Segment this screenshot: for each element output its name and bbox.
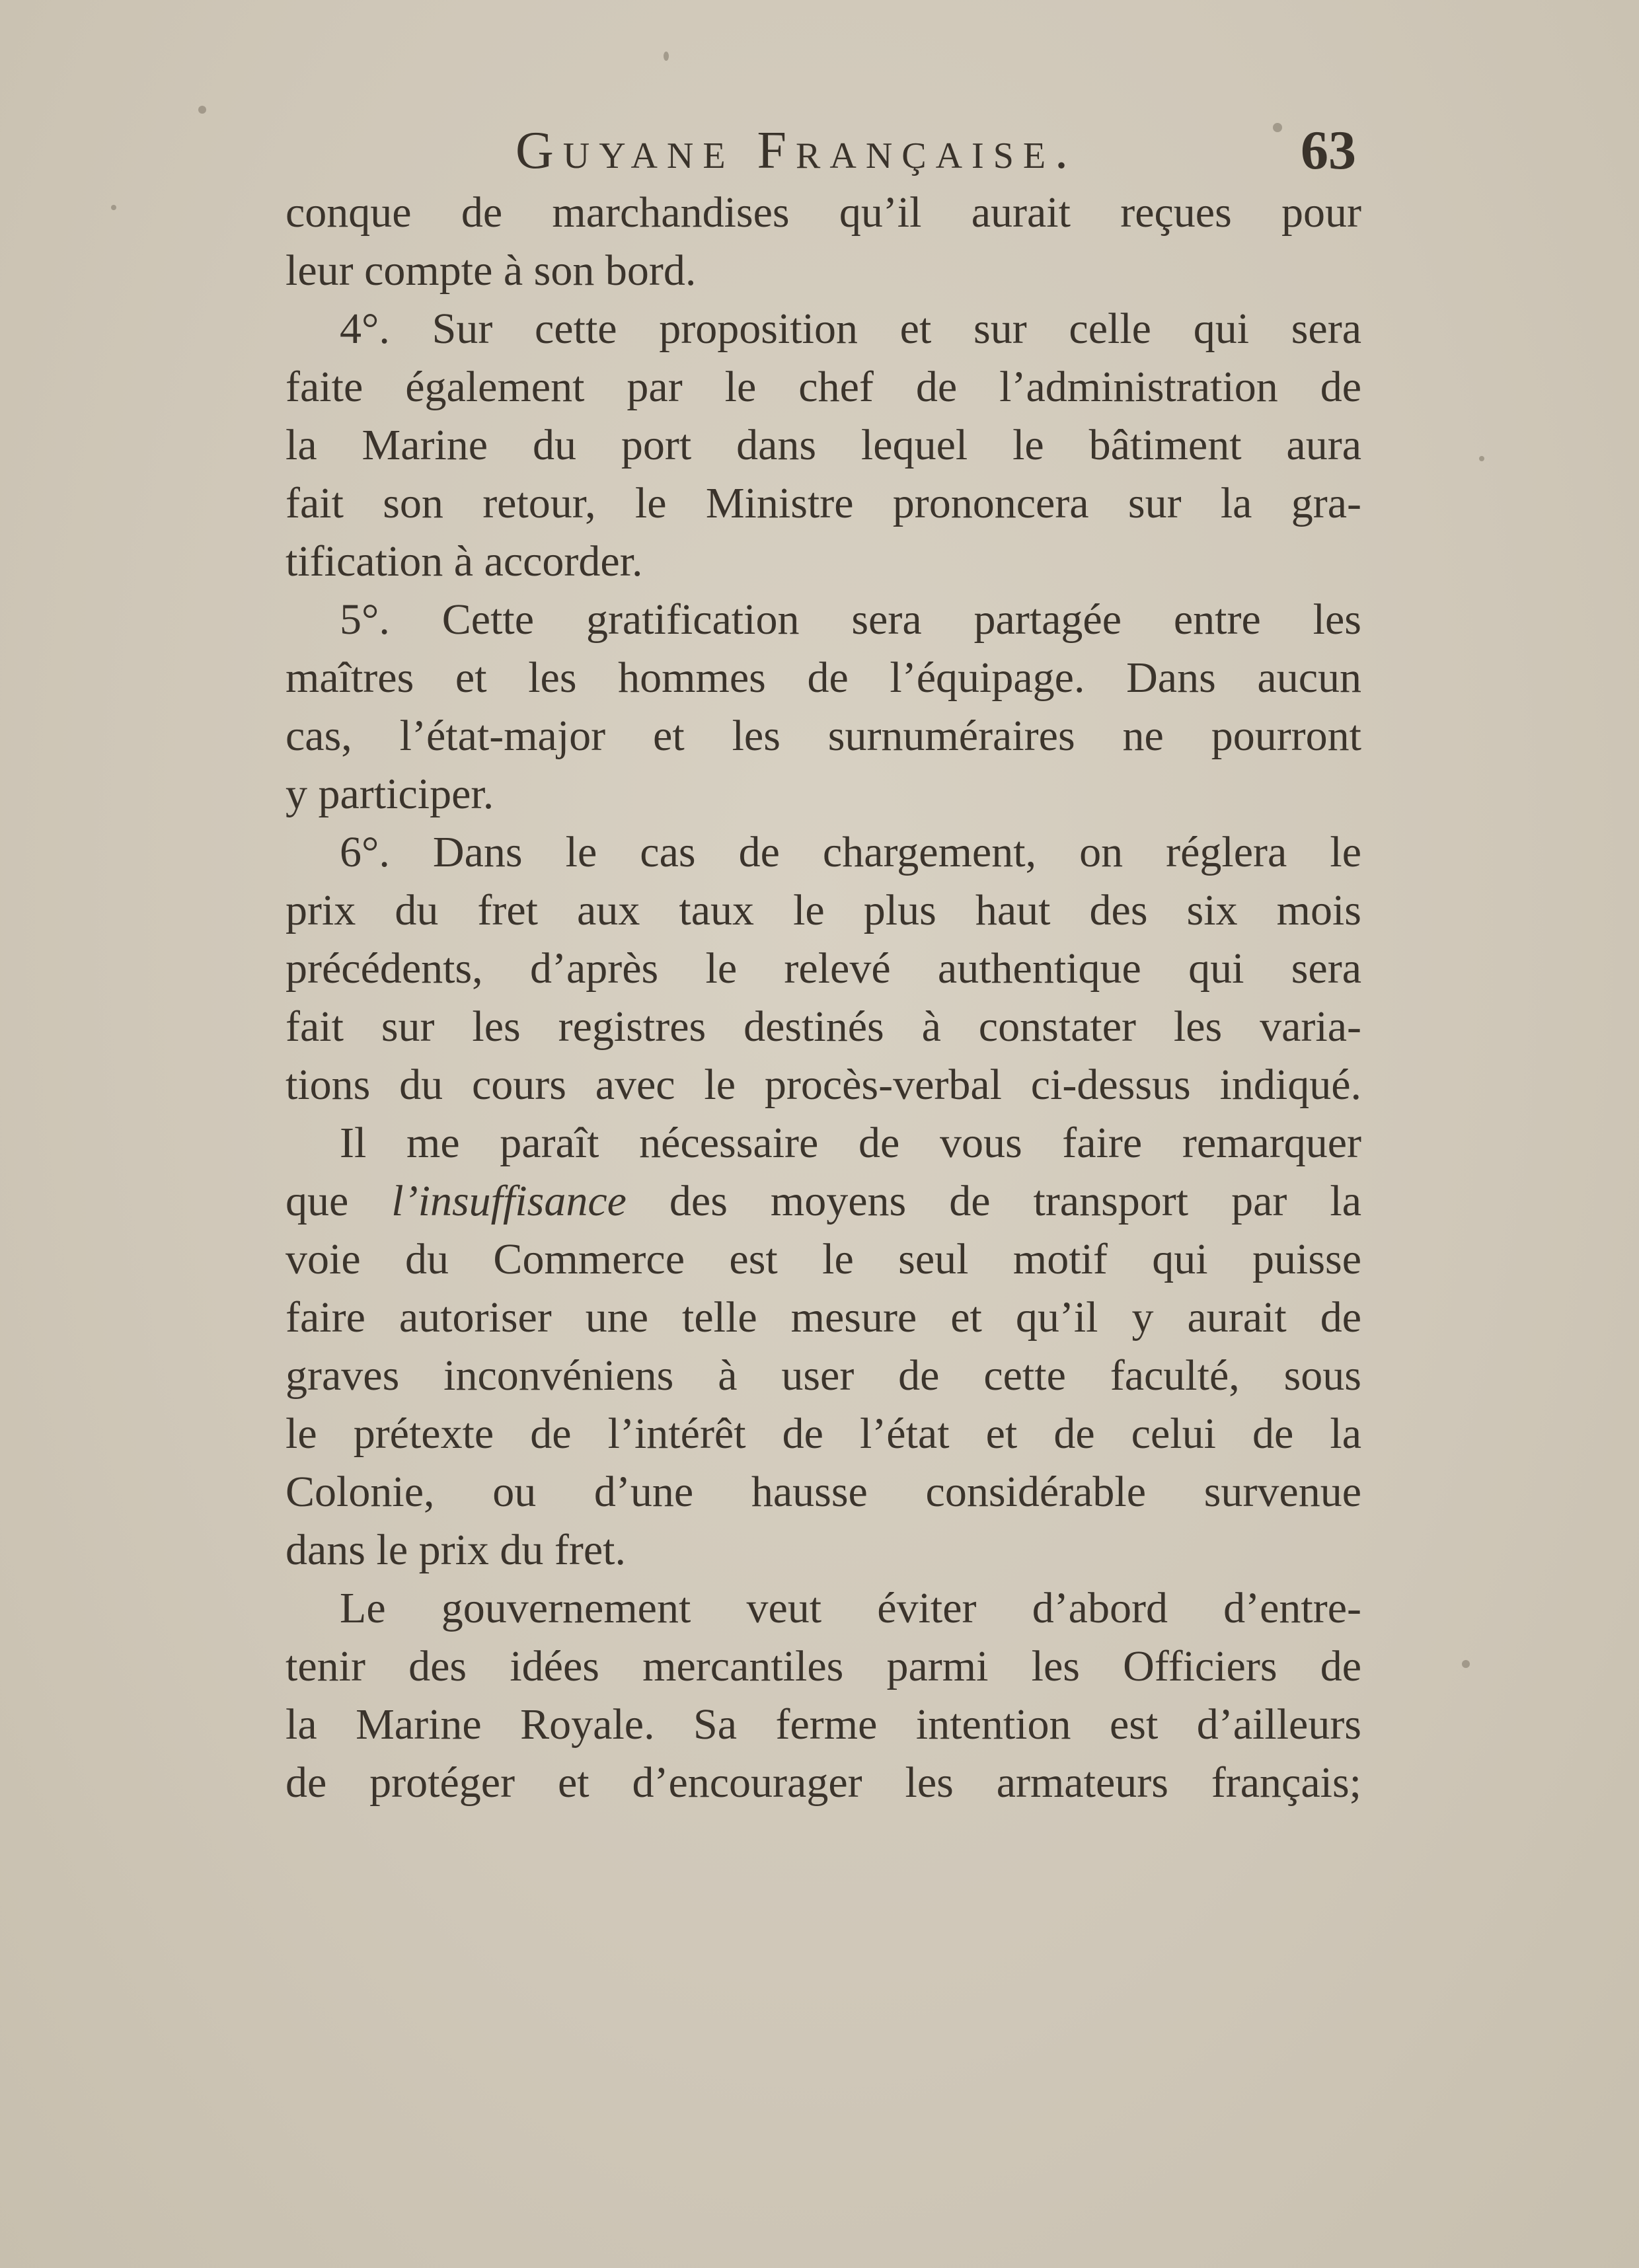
text-line: faire autoriser une telle mesure et qu’il y aurait de bbox=[286, 1293, 1361, 1342]
text-line: Le gouvernement veut éviter d’abord d’entre- bbox=[340, 1584, 1361, 1632]
text-line: tenir des idées mercantiles parmi les Officiers de bbox=[286, 1642, 1361, 1690]
text-line: voie du Commerce est le seul motif qui puisse bbox=[286, 1235, 1361, 1283]
text-line: le prétexte de l’intérêt de l’état et de celui de la bbox=[286, 1410, 1361, 1458]
text-line: 4°. Sur cette proposition et sur celle qui sera bbox=[340, 305, 1361, 353]
text-line: Colonie, ou d’une hausse considérable survenue bbox=[286, 1468, 1361, 1516]
text-segment: que bbox=[286, 1177, 349, 1225]
paper-speck bbox=[664, 52, 669, 61]
text-line: fait son retour, le Ministre prononcera sur la gra- bbox=[286, 479, 1361, 527]
text-line: faite également par le chef de l’administration de bbox=[286, 363, 1361, 411]
text-line: de protéger et d’encourager les armateurs français; bbox=[286, 1758, 1361, 1807]
text-line: graves inconvéniens à user de cette faculté, sous bbox=[286, 1351, 1361, 1400]
italic-term: l’insuffisance bbox=[391, 1177, 627, 1225]
running-title: Guyane Française. bbox=[515, 122, 1078, 180]
paper-speck bbox=[1479, 456, 1484, 461]
paper-speck bbox=[111, 205, 116, 210]
text-line: fait sur les registres destinés à constater les varia- bbox=[286, 1002, 1361, 1051]
text-line: 6°. Dans le cas de chargement, on réglera le bbox=[340, 828, 1361, 876]
text-line: cas, l’état-major et les surnuméraires ne pourront bbox=[286, 712, 1361, 760]
text-line: y participer. bbox=[286, 770, 494, 818]
text-line: 5°. Cette gratification sera partagée entre les bbox=[340, 595, 1361, 644]
page-number: 63 bbox=[1301, 120, 1356, 181]
text-line: dans le prix du fret. bbox=[286, 1526, 627, 1574]
paper-speck bbox=[1462, 1660, 1470, 1668]
page-header bbox=[0, 118, 1639, 184]
text-line: prix du fret aux taux le plus haut des six mois bbox=[286, 886, 1361, 934]
text-segment: des moyens de transport par la bbox=[669, 1177, 1361, 1225]
text-line: leur compte à son bord. bbox=[286, 246, 697, 295]
text-line: tions du cours avec le procès-verbal ci-dessus indiqué. bbox=[286, 1061, 1361, 1109]
body-text bbox=[286, 184, 1361, 1812]
text-line-with-italic bbox=[286, 1172, 1361, 1230]
text-line: maîtres et les hommes de l’équipage. Dans aucun bbox=[286, 654, 1361, 702]
text-line: la Marine du port dans lequel le bâtiment aura bbox=[286, 421, 1361, 469]
text-line: la Marine Royale. Sa ferme intention est d’ailleurs bbox=[286, 1700, 1361, 1749]
paper-speck bbox=[198, 106, 206, 114]
text-line: conque de marchandises qu’il aurait reçues pour bbox=[286, 188, 1361, 237]
text-line: tification à accorder. bbox=[286, 537, 643, 586]
text-line: Il me paraît nécessaire de vous faire remarquer bbox=[340, 1119, 1361, 1167]
text-line: précédents, d’après le relevé authentique qui sera bbox=[286, 944, 1361, 993]
